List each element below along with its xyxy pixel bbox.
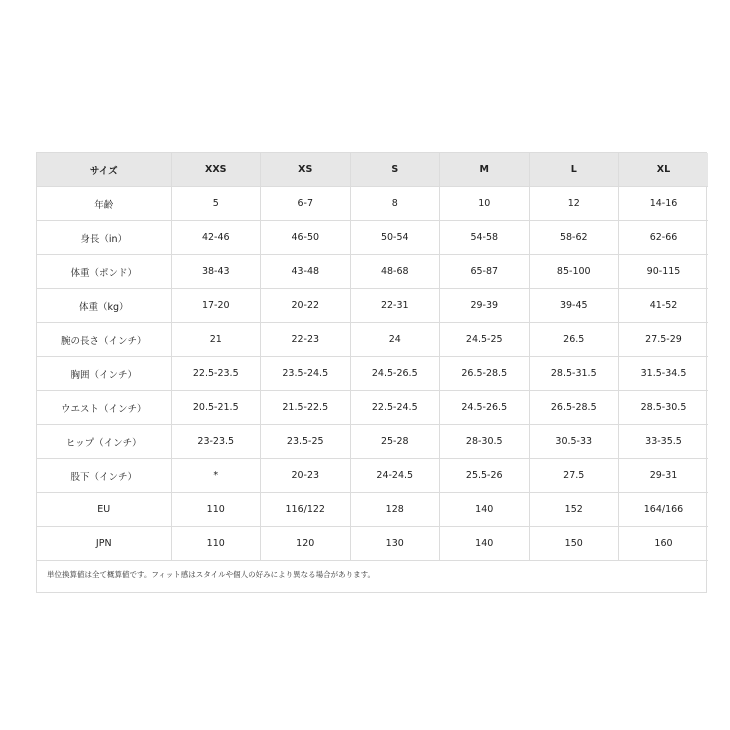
- row-label-cell: ウエスト（インチ）: [37, 391, 171, 425]
- table-cell: 14-16: [619, 187, 709, 221]
- table-body: [37, 187, 708, 561]
- table-cell: 20-22: [261, 289, 351, 323]
- table-cell: 152: [529, 493, 619, 527]
- table-row: [37, 391, 708, 425]
- table-cell: 31.5-34.5: [619, 357, 709, 391]
- table-row: [37, 289, 708, 323]
- table-row: [37, 527, 708, 561]
- table-cell: 25.5-26: [440, 459, 530, 493]
- row-label-cell: EU: [37, 493, 171, 527]
- row-label-cell: 胸囲（インチ）: [37, 357, 171, 391]
- table-cell: 21: [171, 323, 261, 357]
- table-cell: 65-87: [440, 255, 530, 289]
- table-cell: 25-28: [350, 425, 440, 459]
- table-cell: 26.5-28.5: [529, 391, 619, 425]
- table-cell: 23.5-24.5: [261, 357, 351, 391]
- table-cell: 22-31: [350, 289, 440, 323]
- table-header-row: [37, 153, 708, 187]
- header-cell-xxs: XXS: [171, 153, 261, 187]
- table-cell: 110: [171, 493, 261, 527]
- table-cell: 110: [171, 527, 261, 561]
- table-cell: 6-7: [261, 187, 351, 221]
- header-cell-size: サイズ: [37, 153, 171, 187]
- row-label-cell: 年齢: [37, 187, 171, 221]
- table-cell: 26.5-28.5: [440, 357, 530, 391]
- table-row: [37, 459, 708, 493]
- table-row: [37, 323, 708, 357]
- table-cell: 17-20: [171, 289, 261, 323]
- table-cell: 140: [440, 493, 530, 527]
- table-cell: *: [171, 459, 261, 493]
- table-cell: 22.5-24.5: [350, 391, 440, 425]
- header-cell-xl: XL: [619, 153, 709, 187]
- table-cell: 140: [440, 527, 530, 561]
- table-cell: 29-31: [619, 459, 709, 493]
- table-cell: 22-23: [261, 323, 351, 357]
- header-cell-l: L: [529, 153, 619, 187]
- footnote: 単位換算値は全て概算値です。フィット感はスタイルや個人の好みにより異なる場合があります。: [47, 570, 376, 579]
- row-label-cell: 腕の長さ（インチ）: [37, 323, 171, 357]
- table-cell: 43-48: [261, 255, 351, 289]
- table-cell: 27.5: [529, 459, 619, 493]
- row-label-cell: 股下（インチ）: [37, 459, 171, 493]
- table-cell: 160: [619, 527, 709, 561]
- table-cell: 10: [440, 187, 530, 221]
- table-cell: 24: [350, 323, 440, 357]
- table-row: [37, 357, 708, 391]
- table-cell: 24.5-25: [440, 323, 530, 357]
- table-row: [37, 493, 708, 527]
- table-cell: 33-35.5: [619, 425, 709, 459]
- table-cell: 24-24.5: [350, 459, 440, 493]
- table-cell: 130: [350, 527, 440, 561]
- table-cell: 20.5-21.5: [171, 391, 261, 425]
- table-cell: 48-68: [350, 255, 440, 289]
- table-cell: 8: [350, 187, 440, 221]
- table-cell: 39-45: [529, 289, 619, 323]
- table-cell: 24.5-26.5: [350, 357, 440, 391]
- table-cell: 46-50: [261, 221, 351, 255]
- table-cell: 164/166: [619, 493, 709, 527]
- row-label-cell: 身長（in）: [37, 221, 171, 255]
- table-cell: 41-52: [619, 289, 709, 323]
- header-cell-xs: XS: [261, 153, 351, 187]
- table-cell: 28.5-31.5: [529, 357, 619, 391]
- table-cell: 26.5: [529, 323, 619, 357]
- table-cell: 85-100: [529, 255, 619, 289]
- table-cell: 50-54: [350, 221, 440, 255]
- row-label-cell: 体重（ポンド）: [37, 255, 171, 289]
- table-cell: 38-43: [171, 255, 261, 289]
- table-cell: 42-46: [171, 221, 261, 255]
- table-cell: 12: [529, 187, 619, 221]
- table-cell: 5: [171, 187, 261, 221]
- table-cell: 128: [350, 493, 440, 527]
- table-row: [37, 221, 708, 255]
- size-chart: [36, 152, 707, 593]
- table-cell: 62-66: [619, 221, 709, 255]
- table-cell: 27.5-29: [619, 323, 709, 357]
- table-row: [37, 255, 708, 289]
- table-cell: 24.5-26.5: [440, 391, 530, 425]
- table-cell: 29-39: [440, 289, 530, 323]
- table-cell: 54-58: [440, 221, 530, 255]
- table-cell: 20-23: [261, 459, 351, 493]
- size-table: [37, 153, 708, 561]
- table-cell: 90-115: [619, 255, 709, 289]
- table-row: [37, 425, 708, 459]
- header-cell-m: M: [440, 153, 530, 187]
- table-cell: 58-62: [529, 221, 619, 255]
- row-label-cell: 体重（kg）: [37, 289, 171, 323]
- table-row: [37, 187, 708, 221]
- header-cell-s: S: [350, 153, 440, 187]
- table-cell: 22.5-23.5: [171, 357, 261, 391]
- row-label-cell: ヒップ（インチ）: [37, 425, 171, 459]
- table-cell: 28.5-30.5: [619, 391, 709, 425]
- table-cell: 116/122: [261, 493, 351, 527]
- table-cell: 120: [261, 527, 351, 561]
- table-cell: 21.5-22.5: [261, 391, 351, 425]
- table-cell: 23-23.5: [171, 425, 261, 459]
- table-cell: 30.5-33: [529, 425, 619, 459]
- table-cell: 23.5-25: [261, 425, 351, 459]
- table-cell: 150: [529, 527, 619, 561]
- table-cell: 28-30.5: [440, 425, 530, 459]
- row-label-cell: JPN: [37, 527, 171, 561]
